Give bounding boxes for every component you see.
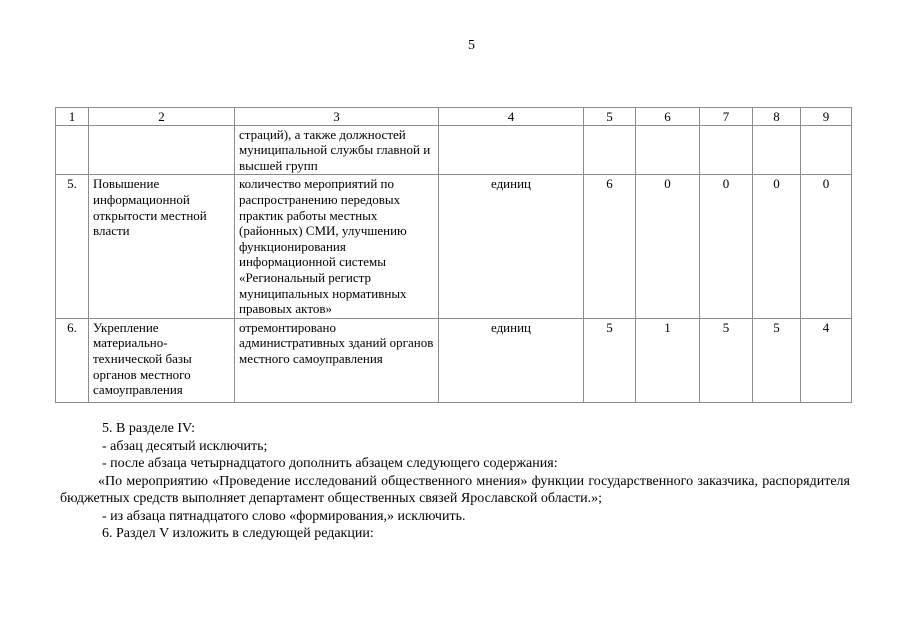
indicator-name: количество мероприятий по распространению передовых практик работы местных (районных) СМИ, улучшению функционирования информационной системы «Региональный регистр муниципальных нормативных правовых актов» bbox=[235, 175, 439, 318]
value-col-7: 0 bbox=[700, 175, 753, 318]
column-header: 1 bbox=[56, 108, 89, 126]
value-col-9: 0 bbox=[801, 175, 852, 318]
paragraph: - абзац десятый исключить; bbox=[102, 438, 268, 454]
table-row bbox=[56, 318, 852, 402]
value-col-7 bbox=[700, 125, 753, 175]
table-row bbox=[56, 175, 852, 318]
indicator-name: отремонтировано административных зданий органов местного самоуправления bbox=[235, 318, 439, 402]
value-col-6: 0 bbox=[636, 175, 700, 318]
column-header: 7 bbox=[700, 108, 753, 126]
column-header: 8 bbox=[753, 108, 801, 126]
row-number bbox=[56, 125, 89, 175]
value-col-5 bbox=[584, 125, 636, 175]
column-header: 3 bbox=[235, 108, 439, 126]
unit bbox=[439, 125, 584, 175]
paragraph: 5. В разделе IV: bbox=[102, 421, 195, 436]
row-number: 5. bbox=[56, 175, 89, 318]
table-row bbox=[56, 125, 852, 175]
value-col-8 bbox=[753, 125, 801, 175]
value-col-6: 1 bbox=[636, 318, 700, 402]
value-col-9: 4 bbox=[801, 318, 852, 402]
row-number: 6. bbox=[56, 318, 89, 402]
paragraph: 6. Раздел V изложить в следующей редакции: bbox=[102, 526, 374, 541]
value-col-6 bbox=[636, 125, 700, 175]
column-header: 4 bbox=[439, 108, 584, 126]
value-col-8: 5 bbox=[753, 318, 801, 402]
column-header: 5 bbox=[584, 108, 636, 126]
value-col-7: 5 bbox=[700, 318, 753, 402]
body-text bbox=[60, 420, 850, 543]
event-name: Повышение информационной открытости местной власти bbox=[89, 175, 235, 318]
value-col-9 bbox=[801, 125, 852, 175]
paragraph: «По мероприятию «Проведение исследований общественного мнения» функции государственного заказчика, распорядителя бюджетных средств выполняет департамент общественных связей Ярославской области.»; bbox=[60, 473, 850, 506]
table-header-row bbox=[56, 108, 852, 126]
event-name bbox=[89, 125, 235, 175]
unit: единиц bbox=[439, 175, 584, 318]
indicators-table bbox=[55, 107, 852, 403]
paragraph: - из абзаца пятнадцатого слово «формирования,» исключить. bbox=[102, 508, 466, 524]
column-header: 2 bbox=[89, 108, 235, 126]
event-name: Укрепление материально-технической базы органов местного самоуправления bbox=[89, 318, 235, 402]
column-header: 9 bbox=[801, 108, 852, 126]
value-col-5: 6 bbox=[584, 175, 636, 318]
column-header: 6 bbox=[636, 108, 700, 126]
paragraph: - после абзаца четырнадцатого дополнить абзацем следующего содержания: bbox=[102, 456, 558, 471]
value-col-8: 0 bbox=[753, 175, 801, 318]
indicator-name: страций), а также должностей муниципальной службы главной и высшей групп bbox=[235, 125, 439, 175]
page-number: 5 bbox=[468, 38, 475, 53]
value-col-5: 5 bbox=[584, 318, 636, 402]
unit: единиц bbox=[439, 318, 584, 402]
